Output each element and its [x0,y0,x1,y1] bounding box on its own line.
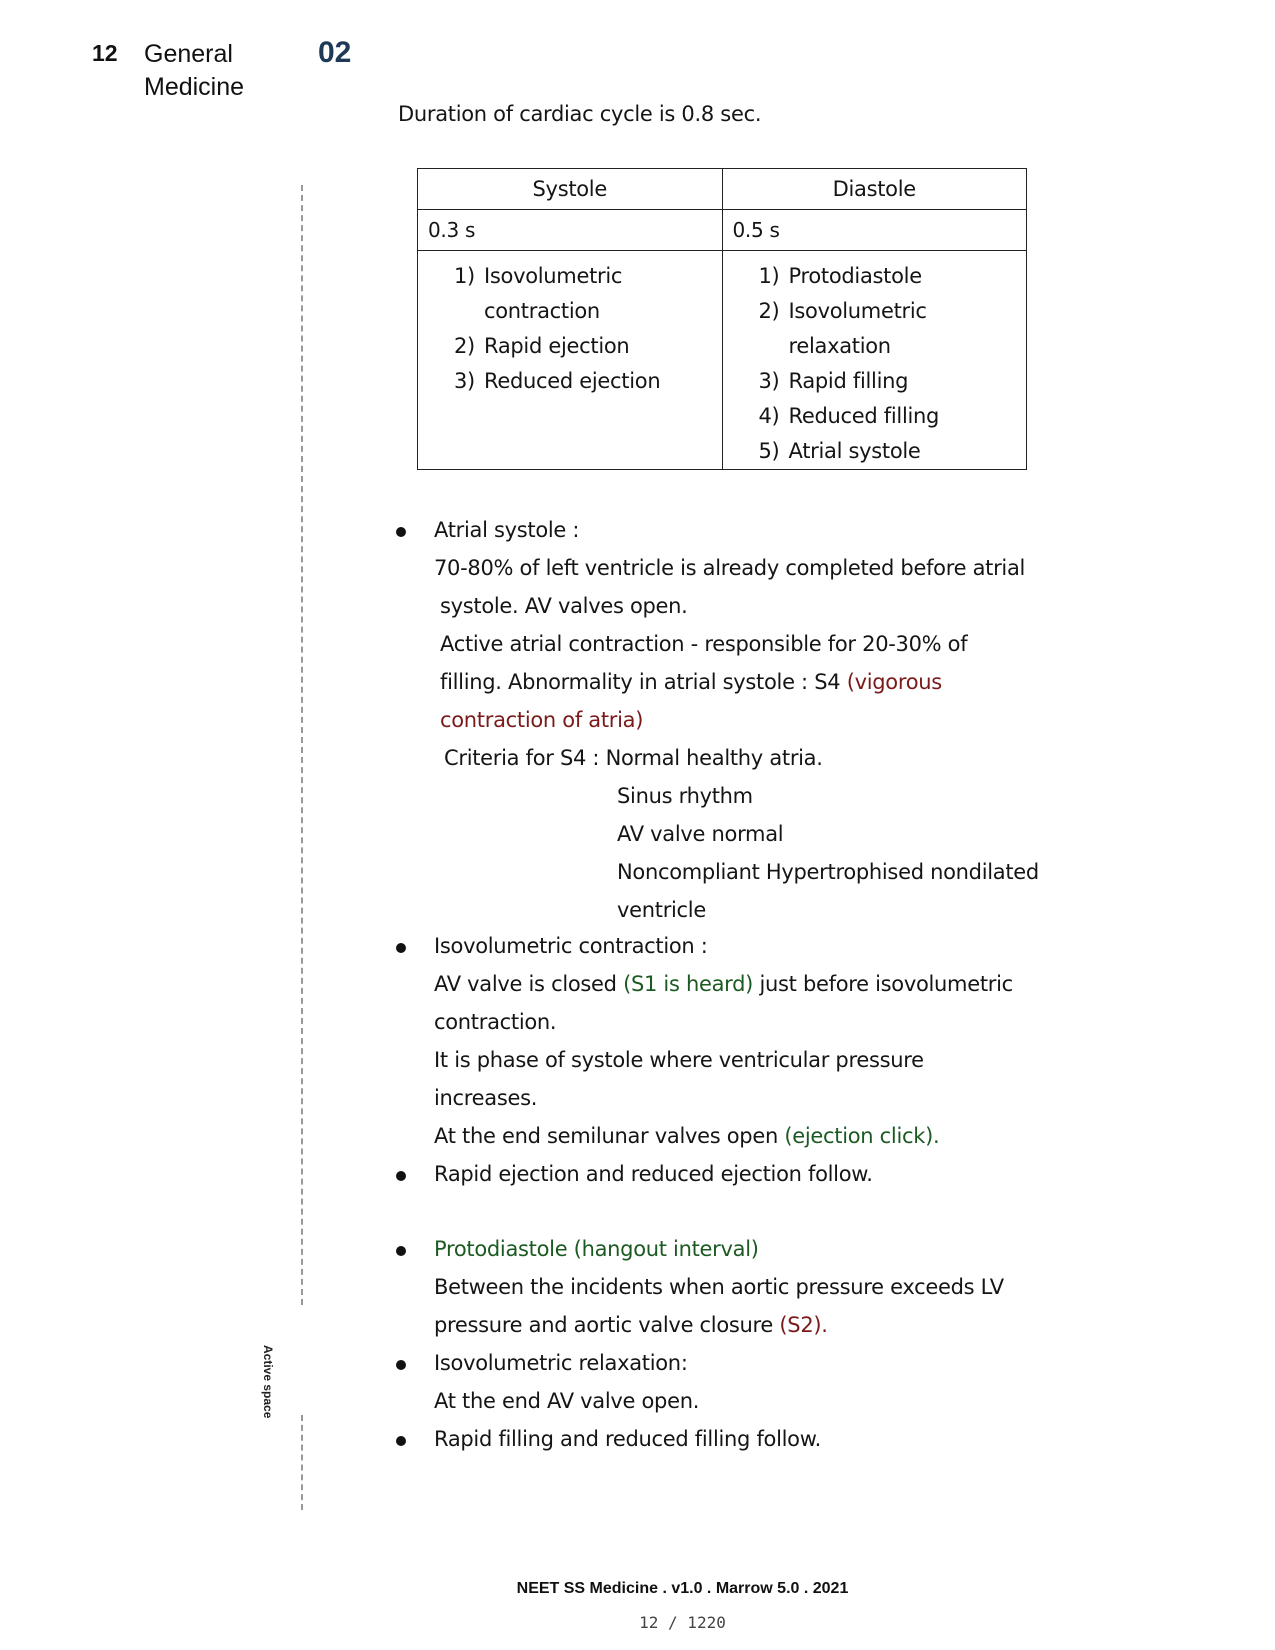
isovolumetric-contraction-text: At the end semilunar valves open (ejection click). [434,1124,940,1148]
atrial-systole-s4-note: contraction of atria) [440,708,644,732]
systole-duration: 0.3 s [418,210,723,251]
atrial-systole-text: Active atrial contraction - responsible for 20-30% of [440,632,968,656]
page-indicator: 12 / 1220 [639,1613,726,1632]
protodiastole-heading: Protodiastole (hangout interval) [434,1237,759,1261]
diastole-phase: 2) Isovolumetric relaxation [758,299,927,358]
s4-criteria: Criteria for S4 : Normal healthy atria. [444,746,823,770]
diastole-phase: 3) Rapid filling [758,369,909,393]
isovolumetric-contraction-text: AV valve is closed (S1 is heard) just before isovolumetric [434,972,1013,996]
cardiac-cycle-intro: Duration of cardiac cycle is 0.8 sec. [398,102,762,126]
atrial-systole-text: filling. Abnormality in atrial systole : S4 (vigorous [440,670,942,694]
atrial-systole-text: systole. AV valves open. [440,594,688,618]
s4-criteria-item: AV valve normal [617,822,784,846]
isovolumetric-relaxation-heading: Isovolumetric relaxation: [434,1351,688,1375]
active-space-label: Active space [261,1345,275,1419]
diastole-phase: 5) Atrial systole [758,439,921,463]
systole-phase: 3) Reduced ejection [454,369,661,393]
systole-header: Systole [418,169,723,210]
atrial-systole-heading: Atrial systole : [434,518,580,542]
bullet-icon [396,943,406,953]
bullet-icon [396,1360,406,1370]
bullet-icon [396,1171,406,1181]
diastole-duration: 0.5 s [722,210,1027,251]
margin-divider-top [301,185,303,1305]
chapter-number: 02 [318,36,352,69]
rapid-filling-note: Rapid filling and reduced filling follow. [434,1427,822,1451]
s4-criteria-item: Noncompliant Hypertrophised nondilated [617,860,1039,884]
isovolumetric-contraction-text: It is phase of systole where ventricular pressure [434,1048,924,1072]
bullet-icon [396,1246,406,1256]
s4-criteria-item: ventricle [617,898,706,922]
margin-divider-bottom [301,1415,303,1510]
systole-phase: 1) Isovolumetric contraction [454,264,623,323]
systole-phases [418,251,723,470]
s4-criteria-item: Sinus rhythm [617,784,753,808]
page-number: 12 [92,40,118,66]
diastole-header: Diastole [722,169,1027,210]
bullet-icon [396,1436,406,1446]
protodiastole-text: pressure and aortic valve closure (S2). [434,1313,828,1337]
diastole-phase: 4) Reduced filling [758,404,940,428]
isovolumetric-contraction-text: increases. [434,1086,538,1110]
atrial-systole-text: 70-80% of left ventricle is already completed before atrial [434,556,1026,580]
rapid-ejection-note: Rapid ejection and reduced ejection follow. [434,1162,873,1186]
isovolumetric-relaxation-text: At the end AV valve open. [434,1389,700,1413]
diastole-phases [722,251,1027,470]
page-footer: NEET SS Medicine . v1.0 . Marrow 5.0 . 2021 [516,1580,849,1597]
bullet-icon [396,527,406,537]
isovolumetric-contraction-heading: Isovolumetric contraction : [434,934,708,958]
isovolumetric-contraction-text: contraction. [434,1010,557,1034]
subject-title: General Medicine [144,40,245,101]
protodiastole-text: Between the incidents when aortic pressure exceeds LV [434,1275,1004,1299]
cardiac-cycle-table [417,168,1027,470]
diastole-phase: 1) Protodiastole [758,264,922,288]
systole-phase: 2) Rapid ejection [454,334,630,358]
